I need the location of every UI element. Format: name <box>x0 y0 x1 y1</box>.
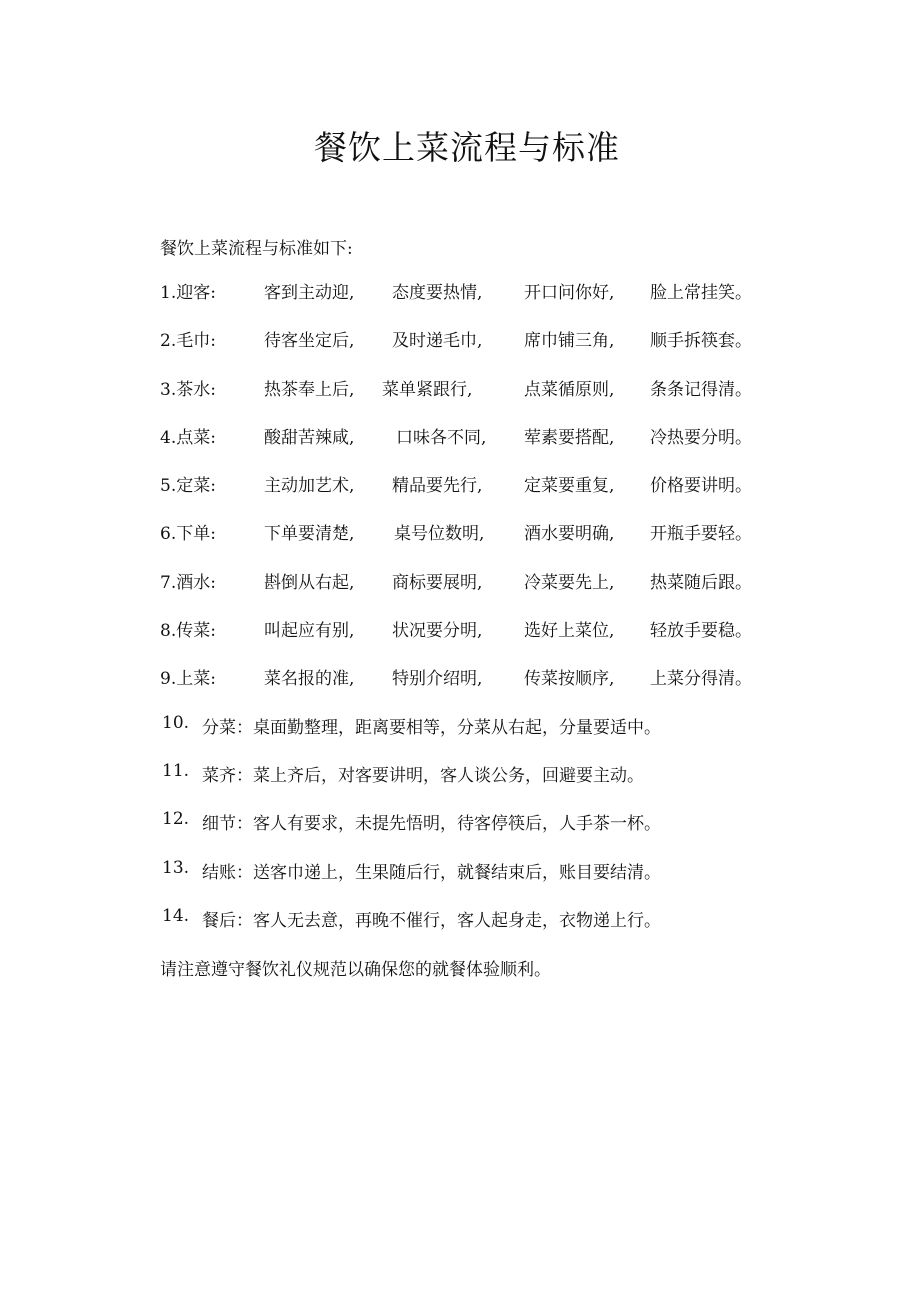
step-text: 餐后：客人无去意，再晚不催行，客人起身走，衣物递上行。 <box>202 910 661 931</box>
step-number: 8.传菜: <box>160 621 216 642</box>
step-row <box>160 423 780 471</box>
step-number: 11. <box>162 760 190 781</box>
step-phrase: 口味各不同, <box>396 427 487 448</box>
step-row <box>160 519 780 567</box>
step-row <box>160 278 780 326</box>
step-phrase: 菜名报的准, <box>264 669 355 690</box>
steps-list <box>160 278 780 954</box>
step-phrase: 席巾铺三角, <box>524 331 615 352</box>
step-phrase: 待客坐定后, <box>264 331 355 352</box>
step-phrase: 斟倒从右起, <box>264 572 355 593</box>
step-line <box>160 858 780 906</box>
step-line <box>160 761 780 809</box>
step-phrase: 点菜循原则, <box>524 379 615 400</box>
step-phrase: 冷菜要先上, <box>524 572 615 593</box>
step-row <box>160 471 780 519</box>
step-phrase: 热菜随后跟。 <box>650 572 752 593</box>
intro-text: 餐饮上菜流程与标准如下: <box>160 239 353 259</box>
step-phrase: 态度要热情, <box>392 283 483 303</box>
step-line <box>160 713 780 761</box>
step-number: 12. <box>162 809 190 830</box>
step-phrase: 叫起应有别, <box>264 621 355 642</box>
step-phrase: 荤素要搭配, <box>524 427 615 448</box>
step-phrase: 条条记得清。 <box>650 379 752 400</box>
step-phrase: 酸甜苦辣咸, <box>264 427 355 448</box>
step-number: 14. <box>162 905 190 926</box>
step-text: 分菜：桌面勤整理，距离要相等，分菜从右起，分量要适中。 <box>202 717 661 738</box>
step-phrase: 精品要先行, <box>392 476 483 497</box>
step-row <box>160 375 780 423</box>
step-phrase: 客到主动迎, <box>264 283 355 303</box>
step-phrase: 冷热要分明。 <box>650 427 752 448</box>
step-phrase: 定菜要重复, <box>524 476 615 497</box>
step-text: 结账：送客巾递上，生果随后行，就餐结束后，账目要结清。 <box>202 862 661 883</box>
step-text: 菜齐：菜上齐后，对客要讲明，客人谈公务，回避要主动。 <box>202 765 644 786</box>
step-row <box>160 326 780 374</box>
step-phrase: 商标要展明, <box>392 572 483 593</box>
step-phrase: 脸上常挂笑。 <box>650 283 752 303</box>
step-row <box>160 664 780 712</box>
step-number: 13. <box>162 857 190 878</box>
step-phrase: 主动加艺术, <box>264 476 355 497</box>
step-row <box>160 568 780 616</box>
step-line <box>160 906 780 954</box>
step-row <box>160 616 780 664</box>
step-phrase: 及时递毛巾, <box>392 331 483 352</box>
closing-note: 请注意遵守餐饮礼仪规范以确保您的就餐体验顺利。 <box>160 960 551 980</box>
step-phrase: 特别介绍明, <box>392 669 483 690</box>
step-phrase: 酒水要明确, <box>524 524 615 545</box>
step-phrase: 状况要分明, <box>392 621 483 642</box>
step-number: 1.迎客: <box>160 283 216 303</box>
step-number: 4.点菜: <box>160 427 216 448</box>
step-number: 5.定菜: <box>160 476 216 497</box>
step-phrase: 轻放手要稳。 <box>650 621 752 642</box>
step-number: 2.毛巾: <box>160 331 216 352</box>
step-number: 9.上菜: <box>160 669 216 690</box>
page-title: 餐饮上菜流程与标准 <box>314 128 620 167</box>
step-phrase: 下单要清楚, <box>264 524 355 545</box>
step-phrase: 桌号位数明, <box>394 524 485 545</box>
step-number: 7.酒水: <box>160 572 216 593</box>
step-phrase: 开口问你好, <box>524 283 615 303</box>
step-number: 10. <box>162 712 190 733</box>
step-number: 3.茶水: <box>160 379 216 400</box>
step-phrase: 选好上菜位, <box>524 621 615 642</box>
step-phrase: 开瓶手要轻。 <box>650 524 752 545</box>
step-phrase: 价格要讲明。 <box>650 476 752 497</box>
step-phrase: 菜单紧跟行, <box>382 379 473 400</box>
step-phrase: 顺手拆筷套。 <box>650 331 752 352</box>
step-phrase: 上菜分得清。 <box>650 669 752 690</box>
step-number: 6.下单: <box>160 524 216 545</box>
step-phrase: 热茶奉上后, <box>264 379 355 400</box>
step-line <box>160 809 780 857</box>
step-text: 细节：客人有要求，未提先悟明，待客停筷后，人手茶一杯。 <box>202 814 661 835</box>
step-phrase: 传菜按顺序, <box>524 669 615 690</box>
